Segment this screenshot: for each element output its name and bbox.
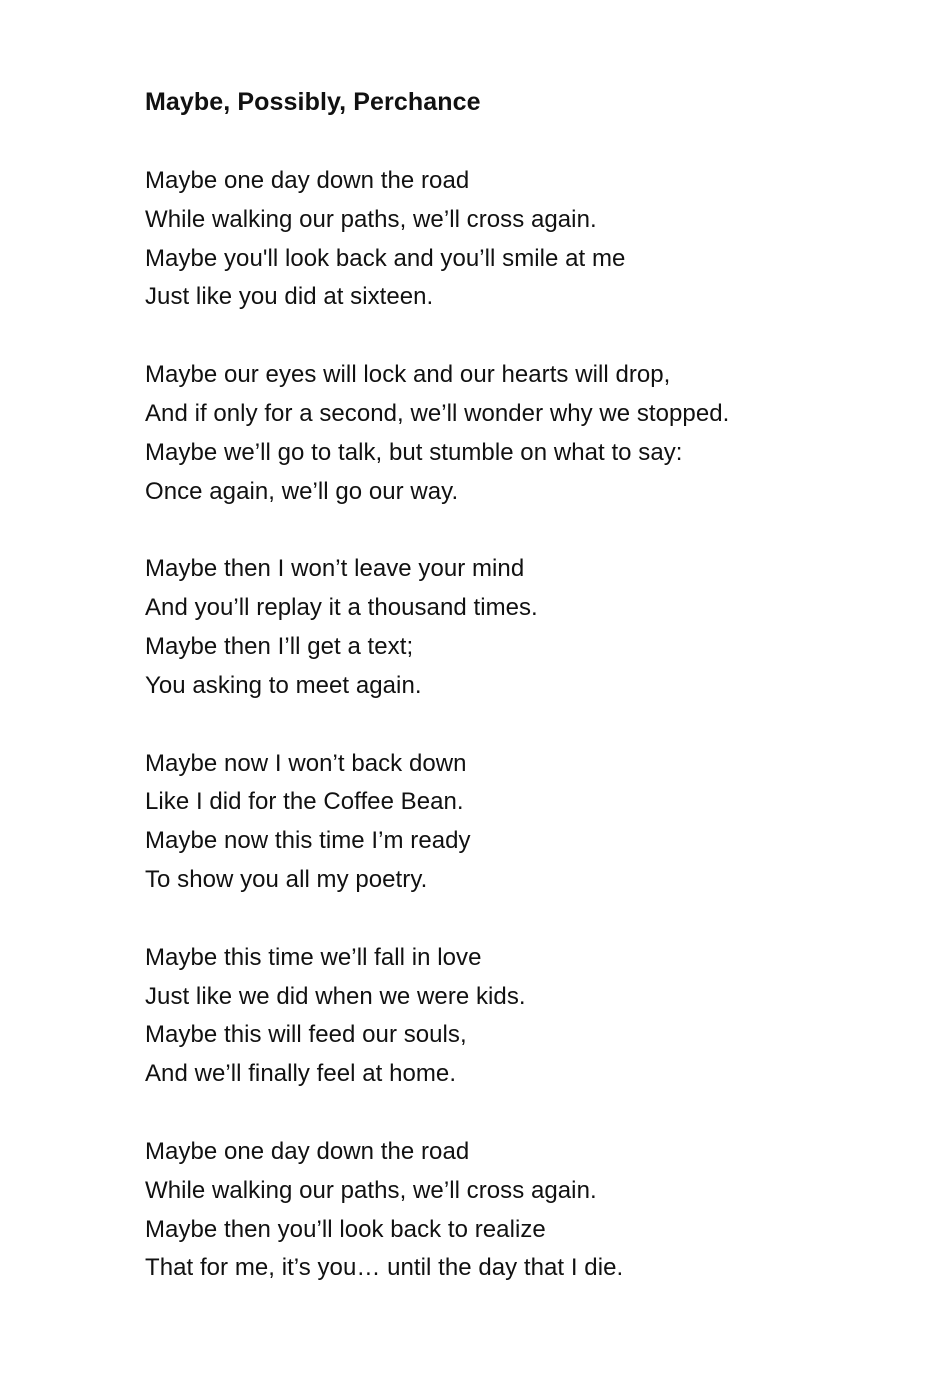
poem-line: Maybe then you’ll look back to realize	[145, 1215, 546, 1243]
poem-line: And you’ll replay it a thousand times.	[145, 594, 538, 622]
poem-line: Like I did for the Coffee Bean.	[145, 788, 464, 816]
poem-line: Just like we did when we were kids.	[145, 982, 526, 1010]
poem-line: While walking our paths, we’ll cross again.	[145, 205, 597, 233]
poem-line: Maybe then I’ll get a text;	[145, 632, 414, 660]
stanza-6	[145, 1133, 905, 1288]
poem-line: While walking our paths, we’ll cross again.	[145, 1176, 597, 1204]
poem-line: Maybe you'll look back and you’ll smile at me	[145, 244, 626, 272]
poem-line: Maybe this time we’ll fall in love	[145, 943, 482, 971]
poem-line: Maybe one day down the road	[145, 167, 470, 194]
poem-line: Maybe then I won’t leave your mind	[145, 555, 525, 583]
poem-line: Maybe this will feed our souls,	[145, 1021, 467, 1049]
stanza-5	[145, 939, 905, 1094]
poem-line: Maybe now this time I’m ready	[145, 827, 471, 855]
poem-line: You asking to meet again.	[145, 671, 422, 699]
poem-line: Maybe our eyes will lock and our hearts will drop,	[145, 361, 671, 389]
poem-line: And we’ll finally feel at home.	[145, 1060, 457, 1088]
poem-line: Once again, we’ll go our way.	[145, 477, 459, 505]
poem-line: Maybe we’ll go to talk, but stumble on what to say:	[145, 438, 683, 466]
poem-line: And if only for a second, we’ll wonder why we stopped.	[145, 399, 730, 427]
stanza-1	[145, 162, 905, 317]
poem-line: That for me, it’s you… until the day that I die.	[145, 1254, 624, 1282]
poem-line: To show you all my poetry.	[145, 865, 428, 893]
poem-page	[145, 84, 905, 1327]
poem-line: Just like you did at sixteen.	[145, 283, 434, 311]
poem-line: Maybe now I won’t back down	[145, 749, 467, 777]
stanza-2	[145, 356, 905, 511]
poem-line: Maybe one day down the road	[145, 1137, 470, 1165]
stanza-4	[145, 745, 905, 900]
poem-title: Maybe, Possibly, Perchance	[145, 88, 481, 116]
stanza-3	[145, 550, 905, 705]
